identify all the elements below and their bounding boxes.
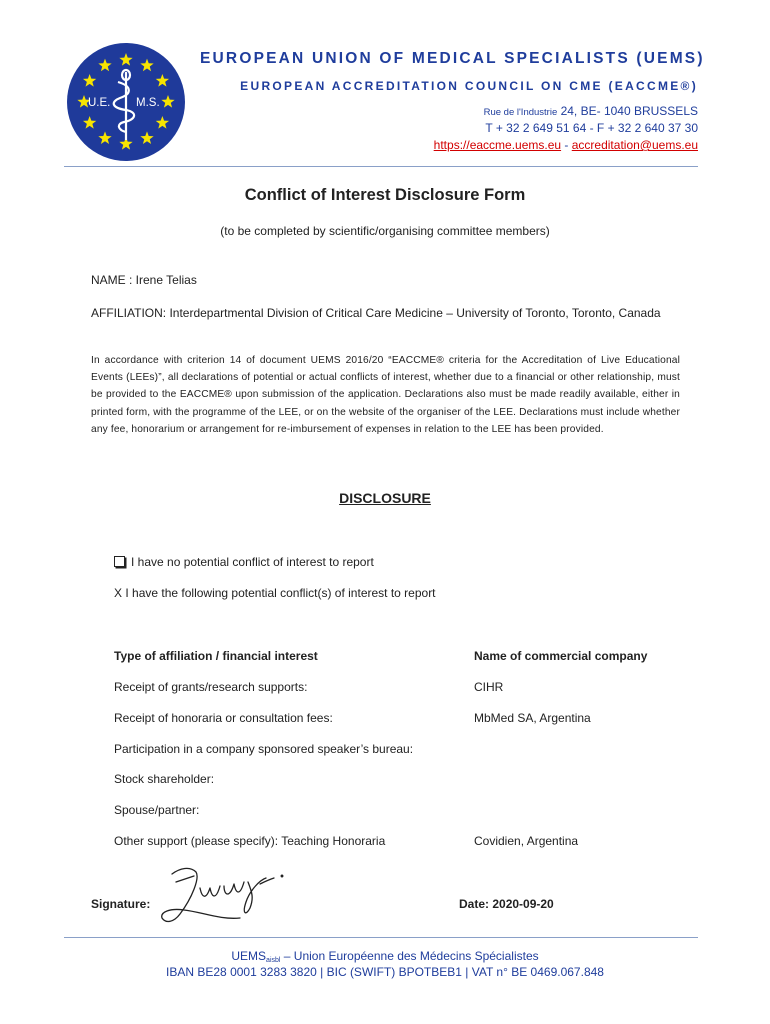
- option-no-conflict[interactable]: [114, 555, 374, 569]
- phone-fax-line: T + 32 2 649 51 64 - F + 32 2 640 37 30: [485, 121, 698, 135]
- handwritten-signature: [150, 858, 310, 936]
- address-street: Rue de l'Industrie: [483, 107, 558, 118]
- table-header-company: Name of commercial company: [474, 649, 648, 663]
- org-subtitle: EUROPEAN ACCREDITATION COUNCIL ON CME (EACCME®): [240, 79, 698, 93]
- form-subtitle: (to be completed by scientific/organising committee members): [220, 224, 550, 238]
- address-line: [484, 104, 698, 118]
- table-row-company: Covidien, Argentina: [474, 834, 579, 848]
- address-rest: 24, BE- 1040 BRUSSELS: [557, 104, 698, 118]
- footer-org-rest: – Union Européenne des Médecins Spécialistes: [280, 949, 539, 963]
- checkbox-icon[interactable]: [114, 556, 125, 567]
- option-no-conflict-label: I have no potential conflict of interest to report: [131, 555, 374, 569]
- table-header-type: Type of affiliation / financial interest: [114, 649, 318, 663]
- table-row-type: Other support (please specify): Teaching Honoraria: [114, 834, 386, 848]
- website-link[interactable]: https://eaccme.uems.eu: [433, 138, 562, 152]
- email-link[interactable]: accreditation@uems.eu: [571, 138, 698, 152]
- footer-org-line: [0, 949, 770, 964]
- date-label: Date: 2020-09-20: [459, 897, 554, 911]
- legal-paragraph: In accordance with criterion 14 of document UEMS 2016/20 “EACCME® criteria for the Accreditation of Live Educational Events (LEEs)”, all declarations of potential or actual conflicts of interest, whether due to a financial or other relationship, must be provided to the EACCME® upon submission of the application. Declarations also must be made readily available, either in printed form, with the programme of the LEE, or on the website of the organiser of the LEE. Declarations must include whether any fee, honorarium or arrangement for re-imbursement of expenses in relation to the LEE has been provided.: [91, 355, 680, 435]
- option-conflict[interactable]: [114, 586, 436, 600]
- link-separator: -: [561, 138, 572, 152]
- table-row-type: Receipt of honoraria or consultation fees:: [114, 711, 333, 725]
- logo-left-text: U.E.: [88, 97, 111, 109]
- table-row-type: Spouse/partner:: [114, 803, 200, 817]
- form-title: Conflict of Interest Disclosure Form: [244, 186, 526, 204]
- uems-logo: [66, 42, 186, 162]
- name-line: NAME : Irene Telias: [91, 273, 197, 287]
- table-row-company: CIHR: [474, 680, 504, 694]
- signature-label: Signature:: [91, 897, 151, 911]
- footer-org-subscript: aisbl: [266, 957, 281, 964]
- footer-org-prefix: UEMS: [231, 949, 267, 963]
- org-title: EUROPEAN UNION OF MEDICAL SPECIALISTS (UEMS): [200, 50, 705, 67]
- table-row-type: Receipt of grants/research supports:: [114, 680, 308, 694]
- footer-bank-line: IBAN BE28 0001 3283 3820 | BIC (SWIFT) BPOTBEB1 | VAT n° BE 0469.067.848: [166, 965, 604, 979]
- header-divider: [64, 166, 698, 167]
- table-row-type: Participation in a company sponsored speaker’s bureau:: [114, 742, 414, 756]
- table-row-type: Stock shareholder:: [114, 772, 215, 786]
- logo-right-text: M.S.: [136, 97, 160, 109]
- footer-divider: [64, 937, 698, 938]
- affiliation-line: AFFILIATION: Interdepartmental Division of Critical Care Medicine – University of Toronto, Toronto, Canada: [91, 306, 661, 320]
- option-conflict-label: I have the following potential conflict(s) of interest to report: [125, 586, 436, 600]
- table-row-company: MbMed SA, Argentina: [474, 711, 591, 725]
- disclosure-heading: DISCLOSURE: [339, 490, 431, 506]
- option-conflict-mark: X: [114, 586, 123, 600]
- contact-links: [434, 138, 698, 152]
